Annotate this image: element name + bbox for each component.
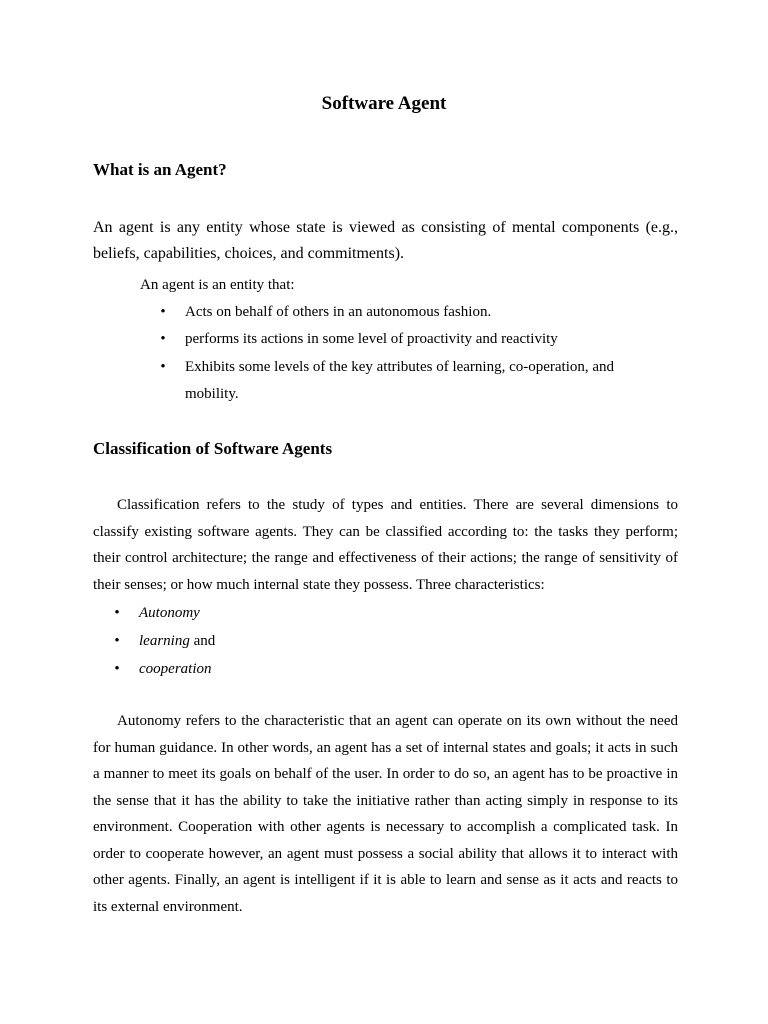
classification-paragraph: Classification refers to the study of types and entities. There are several dimensions to classify existing software agents. They can be classified according to: the tasks they perform; their control architecture; the range and effectiveness of their actions; the range of sensitivity of their senses; or how much internal state they possess. Three characteristics: bbox=[93, 497, 678, 593]
bullet-icon: • bbox=[160, 304, 166, 320]
section-heading-classification: Classification of Software Agents bbox=[93, 439, 333, 458]
characteristic-term: cooperation bbox=[139, 661, 212, 677]
list-item-text: Acts on behalf of others in an autonomous fashion. bbox=[185, 304, 492, 320]
bullet-icon: • bbox=[160, 331, 166, 347]
agent-intro-line: An agent is an entity that: bbox=[140, 277, 295, 293]
bullet-icon: • bbox=[114, 605, 120, 621]
list-item-continuation: mobility. bbox=[185, 386, 239, 402]
characteristic-term: Autonomy bbox=[139, 605, 200, 621]
characteristic-term: learning bbox=[139, 633, 190, 649]
list-item-text bbox=[139, 603, 200, 623]
list-item-text bbox=[139, 631, 215, 651]
list-item-text: performs its actions in some level of proactivity and reactivity bbox=[185, 331, 558, 347]
agent-definition-paragraph: An agent is any entity whose state is viewed as consisting of mental components (e.g., beliefs, capabilities, choices, and commitments). bbox=[93, 219, 678, 262]
bullet-icon: • bbox=[114, 661, 120, 677]
autonomy-paragraph: Autonomy refers to the characteristic that an agent can operate on its own without the need for human guidance. In other words, an agent has a set of internal states and goals; it acts in such a manner to meet its goals on behalf of the user. In order to do so, an agent has to be proactive in the sense that it has the ability to take the initiative rather than acting simply in response to its environment. Cooperation with other agents is necessary to accomplish a complicated task. In order to cooperate however, an agent must possess a social ability that allows it to interact with other agents. Finally, an agent is intelligent if it is able to learn and sense as it acts and reacts to its external environment. bbox=[93, 713, 678, 915]
list-item-text bbox=[139, 659, 212, 679]
bullet-icon: • bbox=[114, 633, 120, 649]
list-item-text: Exhibits some levels of the key attributes of learning, co-operation, and bbox=[185, 359, 615, 375]
characteristic-suffix: and bbox=[189, 633, 216, 649]
bullet-icon: • bbox=[160, 359, 166, 375]
document-title: Software Agent bbox=[321, 93, 447, 114]
section-heading-what-is-agent: What is an Agent? bbox=[93, 160, 227, 179]
